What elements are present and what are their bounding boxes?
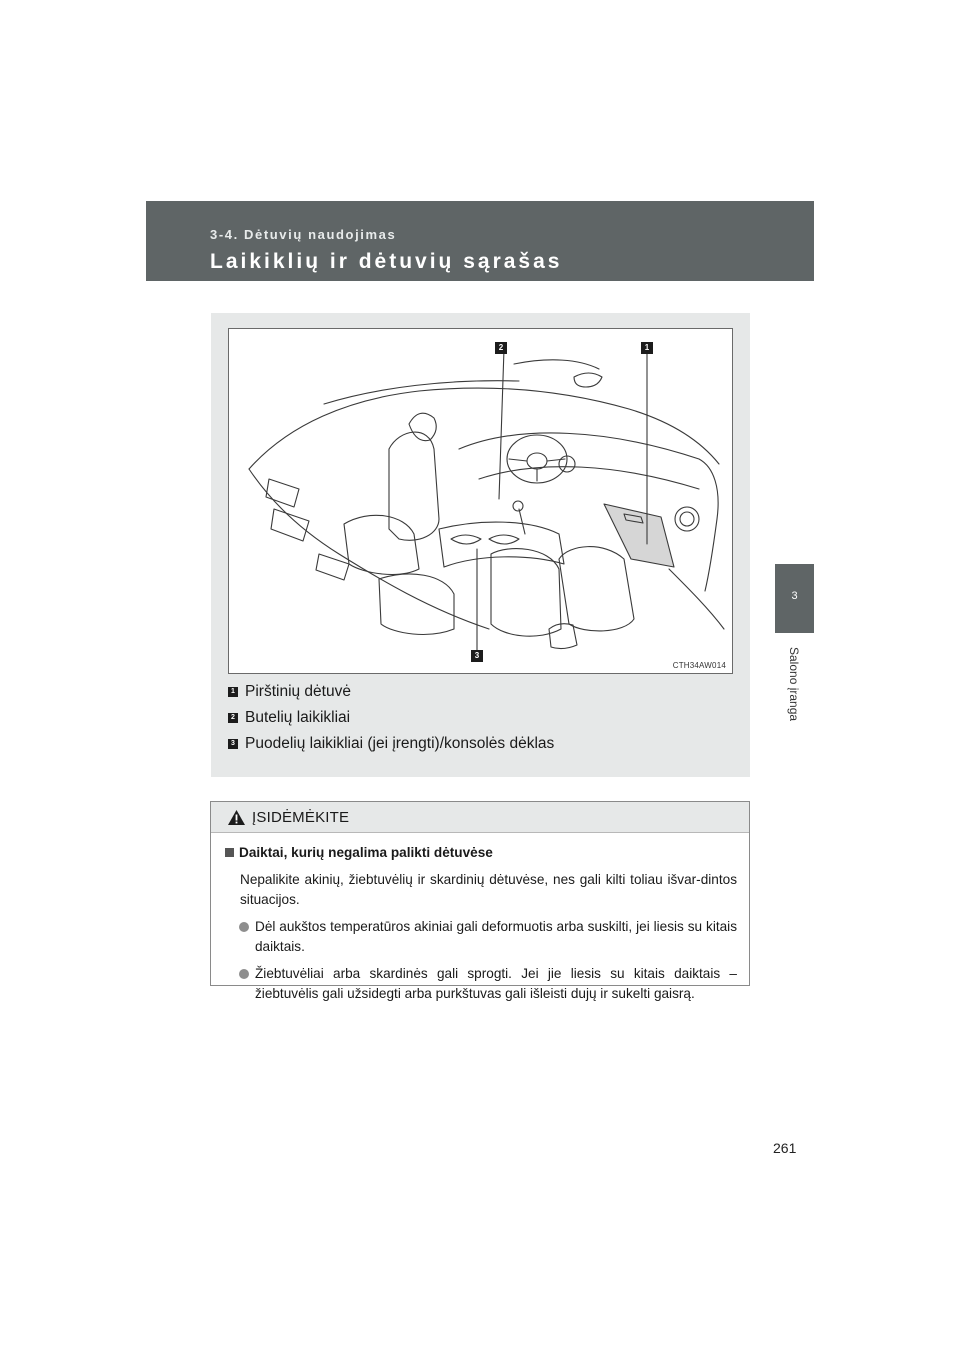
caution-bullet	[225, 964, 737, 1004]
caution-body	[225, 843, 737, 1004]
chapter-label-text: Salono įranga	[787, 647, 801, 722]
caution-bullet-text: Dėl aukštos temperatūros akiniai gali deformuotis arba suskilti, jei liesis su kitais daiktais.	[255, 919, 737, 954]
round-bullet-icon	[239, 922, 249, 932]
callout-1: 1	[641, 342, 653, 354]
caution-bullet	[225, 917, 737, 957]
chapter-tab	[775, 564, 814, 633]
page-number: 261	[773, 1140, 797, 1156]
square-bullet-icon	[225, 848, 234, 857]
chapter-side-label	[787, 647, 801, 767]
caution-paragraph: Nepalikite akinių, žiebtuvėlių ir skardinių dėtuvėse, nes gali kilti toliau išvar-dintos situacijos.	[240, 872, 737, 907]
caution-box	[210, 801, 750, 1001]
legend-text: Pirštinių dėtuvė	[245, 683, 351, 700]
legend-badge: 1	[228, 687, 238, 697]
warning-triangle-icon	[227, 809, 246, 826]
chapter-number: 3	[791, 590, 798, 602]
legend-badge: 3	[228, 739, 238, 749]
car-interior-drawing	[229, 329, 732, 673]
figure-code: CTH34AW014	[672, 661, 726, 670]
round-bullet-icon	[239, 969, 249, 979]
caution-bullet-text: Žiebtuvėliai arba skardinės gali sprogti. Jei jie liesis su kitais daiktais – žiebtuvėlis gali užsidegti arba purkštuvas gali išleisti dujų ir sukelti gaisrą.	[255, 966, 737, 1001]
caution-title: ĮSIDĖMĖKITE	[252, 809, 350, 826]
caution-subtitle-text: Daiktai, kurių negalima palikti dėtuvėse	[239, 845, 493, 860]
caution-header	[211, 802, 749, 833]
car-interior-illustration	[228, 328, 733, 674]
callout-2: 2	[495, 342, 507, 354]
page-title: Laikiklių ir dėtuvių sąrašas	[210, 250, 563, 273]
legend-text: Butelių laikikliai	[245, 709, 351, 726]
chapter-header	[146, 201, 814, 281]
legend-text: Puodelių laikikliai (jei įrengti)/konsolės dėklas	[245, 735, 555, 752]
callout-3: 3	[471, 650, 483, 662]
figure-panel	[211, 313, 750, 777]
caution-subtitle	[225, 843, 737, 863]
legend-badge: 2	[228, 713, 238, 723]
section-label: 3-4. Dėtuvių naudojimas	[210, 227, 397, 242]
